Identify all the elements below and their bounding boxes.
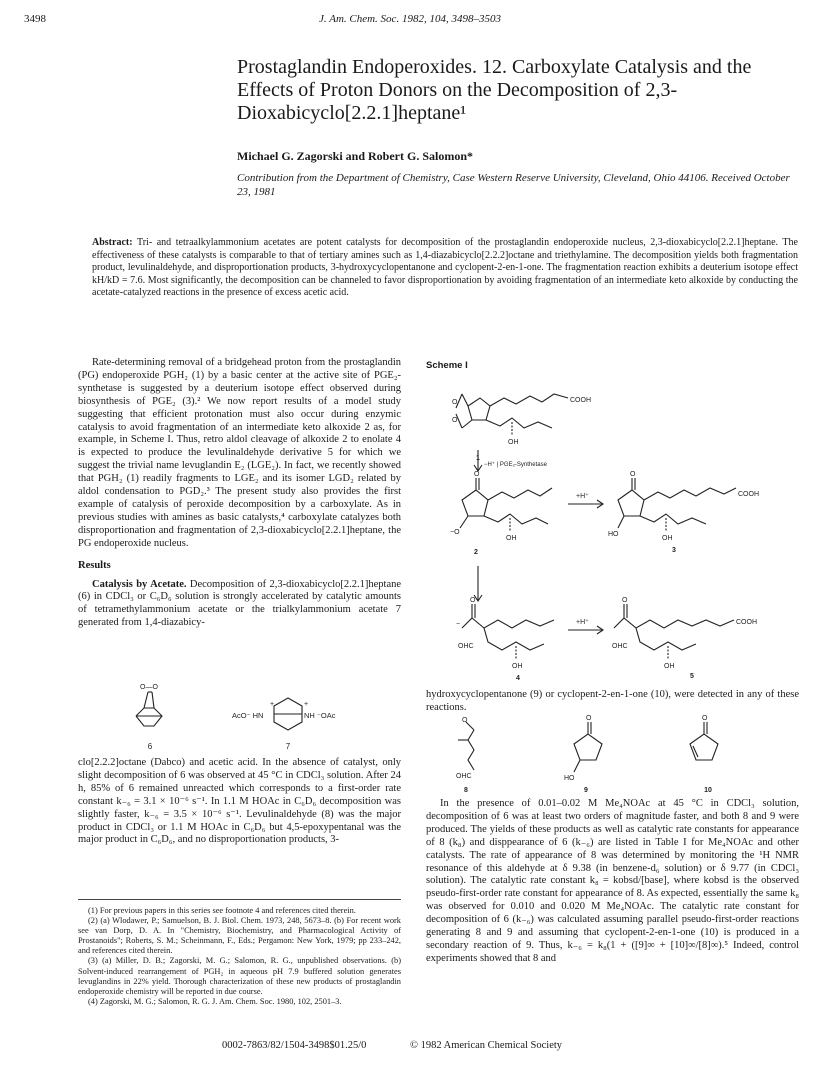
enzyme-label: −H⁺ | PGE₂-Synthetase xyxy=(484,462,547,468)
svg-text:OH: OH xyxy=(662,535,673,542)
label-10: 10 xyxy=(704,787,712,794)
label-6: 6 xyxy=(147,742,153,751)
svg-text:COOH: COOH xyxy=(570,397,591,404)
abstract-text: Tri- and tetraalkylammonium acetates are potent catalysts for decomposition of the prostaglandin endoperoxide nucleus, 2,3-dioxabicyclo[2.2.1]heptane. The effectiveness of these catalysts is comparable to that of tertiary amines such as 1,4-diazabicyclo[2.2.2]octane and triethylamine. The decomposition yields both fragmentation product, levulinaldehyde, and disproportionation products, 3-hydroxycyclopentanone and cyclopent-2-en-1-one. The fragmentation reaction exhibits a deuterium isotope effect kH/kD = 7.6. Most significantly, the decomposition can be channeled to favor disproportionation by avoiding fragmentation of an intermediate keto alkoxide by conducting the acetate-catalyzed reactions in the presence of excess acetic acid. xyxy=(92,237,798,299)
dabco-paragraph: clo[2.2.2]octane (Dabco) and acetic acid. In the absence of catalyst, only slight decomposition of 6 was observed at 45 °C in CDCl₃ solution. After 24 h, 85% of 6 remained unreacted which corresponds to a first-order rate constant k₋₆ = 3.1 × 10⁻⁶ s⁻¹. In 1.1 M HOAc in C₆D₆ decomposition was slightly faster, k₋₆ = 3.5 × 10⁻⁶ s⁻¹. Levulinaldehyde (8) was the major product in CDCl₃ or 1.1 M HOAc in C₆D₆ but 4,5-epoxypentanal was the major product in C₆D₆, and no disproportionation products, 3- xyxy=(78,757,401,846)
svg-text:O: O xyxy=(474,471,480,478)
svg-text:COOH: COOH xyxy=(738,491,759,498)
svg-text:AcO⁻ HN: AcO⁻ HN xyxy=(232,711,264,720)
svg-text:O: O xyxy=(470,597,476,604)
footnote-2: (2) (a) Wlodawer, P.; Samuelson, B. J. Biol. Chem. 1973, 248, 5673–8. (b) For recent work see van Dorp, D. A. In "Chemistry, Biochemistry, and Pharmacological Activity of Prostanoids"; Roberts, S. M.; Scheinmann, F., Eds.; Pergamon: New York, 1979; pp 233–242, and references cited therein. xyxy=(78,916,401,956)
label-7: 7 xyxy=(285,742,291,751)
structures-6-7 xyxy=(100,678,380,756)
svg-text:OHC: OHC xyxy=(456,773,472,780)
label-1: 1 xyxy=(476,455,480,462)
right-column-top xyxy=(426,689,799,715)
svg-text:+H⁺: +H⁺ xyxy=(576,493,589,500)
structure-6 xyxy=(136,692,162,726)
acetate-heading: Catalysis by Acetate. xyxy=(92,578,187,590)
svg-text:OH: OH xyxy=(506,535,517,542)
structure-7 xyxy=(274,698,302,730)
structure-9 xyxy=(574,722,602,772)
footnote-3: (3) (a) Miller, D. B.; Zagorski, M. G.; Salomon, R. G., unpublished observations. (b) Solvent-induced rearrangement of PGH₂ in aqueous pH 7.9 buffered solution generates levuglandins in 22% yield. Thorough characterization of these new products of prostaglandin endoperoxide chemistry will be reported in due course. xyxy=(78,956,401,996)
svg-text:NH ⁻OAc: NH ⁻OAc xyxy=(304,711,336,720)
structure-10 xyxy=(690,722,718,760)
structure-2 xyxy=(460,478,552,532)
svg-text:O: O xyxy=(702,715,708,722)
label-9: 9 xyxy=(584,787,588,794)
footer-code: 0002-7863/82/1504-3498$01.25/0 xyxy=(222,1040,367,1051)
structures-8-9-10 xyxy=(426,714,799,796)
svg-text:OH: OH xyxy=(664,663,675,670)
svg-text:OHC: OHC xyxy=(458,643,474,650)
acetate-paragraph: Catalysis by Acetate. Decomposition of 2,3-dioxabicyclo[2.2.1]heptane (6) in CDCl₃ or C₆D₆ solution is strongly accelerated by catalytic amounts of tetramethylammonium acetate or the trialkylammonium acetate 7 generated from 1,4-diazabicy- xyxy=(78,578,402,629)
footnote-1: (1) For previous papers in this series see footnote 4 and references cited therein. xyxy=(88,906,356,915)
svg-text:COOH: COOH xyxy=(736,619,757,626)
structure-3 xyxy=(618,478,736,532)
abstract xyxy=(92,237,798,300)
article-title: Prostaglandin Endoperoxides. 12. Carboxylate Catalysis and the Effects of Proton Donors on the Decomposition of 2,3-Dioxabicyclo[2.2.1]heptane¹ xyxy=(237,56,752,124)
abstract-label: Abstract: xyxy=(92,237,133,248)
svg-text:−: − xyxy=(456,621,461,628)
svg-text:O—O: O—O xyxy=(140,684,158,691)
page-number: 3498 xyxy=(24,13,46,25)
kinetics-paragraph: In the presence of 0.01–0.02 M Me₄NOAc at 45 °C in CDCl₃ solution, decomposition of 6 was at least two orders of magnitude faster, and both 8 and 9 were produced. The yields of these products as well as catalytic rate constants for appearance of 8 (k₈) and disppearance of 6 (k₋₆) are listed in Table I for Me₄NOAc and other catalysts. The rate of appearance of 8 was determined by monitoring the ¹H NMR resonance of this aldehyde at δ 9.38 (in benzene-d₆ solution) or δ 9.77 (in CDCl₃ solution). The catalytic rate constant k₈ = kobsd/[base], where kobsd is the observed pseudo-first-order rate constant for appearance of 8. As expected, essentially the same k₈ was observed for 0.010 and 0.020 M Me₄NOAc. The catalytic rate constant for decomposition of 6 (k₋₆) was calculated assuming parallel pseudo-first-order reactions generating 8 and 9 and assuming that cyclopent-2-en-1-one (10) is produced in a secondary reaction of 9. Thus, k₋₆ = k₈(1 + ([9]∞ + [10]∞/[8]∞).⁵ Indeed, control experiments showed that 8 and xyxy=(426,798,799,964)
label-5: 5 xyxy=(690,673,694,680)
footnotes xyxy=(78,906,401,1007)
structure-5 xyxy=(614,604,734,660)
svg-text:O: O xyxy=(462,717,468,724)
left-column-intro xyxy=(78,357,401,630)
svg-text:+: + xyxy=(270,701,275,708)
authors: Michael G. Zagorski and Robert G. Salomon* xyxy=(237,149,474,163)
svg-text:+: + xyxy=(304,701,309,708)
running-header: J. Am. Chem. Soc. 1982, 104, 3498–3503 xyxy=(319,13,501,25)
svg-text:OH: OH xyxy=(508,439,519,446)
structure-4 xyxy=(462,604,554,660)
svg-text:O: O xyxy=(630,471,636,478)
scheme-1 xyxy=(418,372,798,687)
intro-paragraph: Rate-determining removal of a bridgehead proton from the prostaglandin (PG) endoperoxide PGH₂ (1) by a basic center at the active site of PGE₂-synthetase is suggested by a deuterium isotope effect observed during biosynthesis of PGE₂ (3).² We now report results of a model study suggesting that efficient protonation must also occur during enzymic catalysis to avoid fragmentation of an intermediate keto alkoxide 2 as, for example, in Scheme I. Thus, retro aldol cleavage of alkoxide 2 to enolate 4 is expected to produce the levulinaldehyde derivative 5 for which we suggest the trivial name levuglandin E₂ (LGE₂). In fact, we recently showed that PGH₂ (1) readily fragments to LGE₂ and its isomer LGD₂ related by aldol condensation to PGD₂.³ The present study also provides the first example of catalysis of peroxide decomposition by a carboxylate. As in previous studies with amines as basic catalysts,⁴ carboxylate catalyzes both disproportionation and fragmentation of 2,3-dioxabicyclo[2.2.1]heptane, the PG endoperoxide nucleus. xyxy=(78,357,401,549)
right-column-body xyxy=(426,798,799,966)
svg-text:O: O xyxy=(452,417,458,424)
svg-text:OH: OH xyxy=(512,663,523,670)
label-8: 8 xyxy=(464,787,468,794)
footnote-4: (4) Zagorski, M. G.; Salomon, R. G. J. Am. Chem. Soc. 1980, 102, 2501–3. xyxy=(88,996,342,1006)
svg-text:O: O xyxy=(586,715,592,722)
svg-text:−O: −O xyxy=(450,529,460,536)
structure-8 xyxy=(458,722,474,770)
footnote-rule xyxy=(78,899,401,900)
svg-text:HO: HO xyxy=(608,531,619,538)
label-2: 2 xyxy=(474,549,478,556)
structure-1 xyxy=(456,394,568,436)
affiliation: Contribution from the Department of Chemistry, Case Western Reserve University, Cleveland, Ohio 44106. Received October 23, 1981 xyxy=(237,172,790,198)
results-heading: Results xyxy=(78,559,111,571)
label-3: 3 xyxy=(672,547,676,554)
svg-text:+H⁺: +H⁺ xyxy=(576,619,589,626)
svg-text:OHC: OHC xyxy=(612,643,628,650)
label-4: 4 xyxy=(516,675,520,682)
scheme-title: Scheme I xyxy=(426,360,468,371)
svg-text:O: O xyxy=(452,399,458,406)
svg-text:O: O xyxy=(622,597,628,604)
detection-paragraph: hydroxycyclopentanone (9) or cyclopent-2-en-1-one (10), were detected in any of these reactions. xyxy=(426,689,799,713)
footer-copyright: © 1982 American Chemical Society xyxy=(410,1040,563,1051)
left-column-continued xyxy=(78,757,401,847)
svg-text:HO: HO xyxy=(564,775,575,782)
